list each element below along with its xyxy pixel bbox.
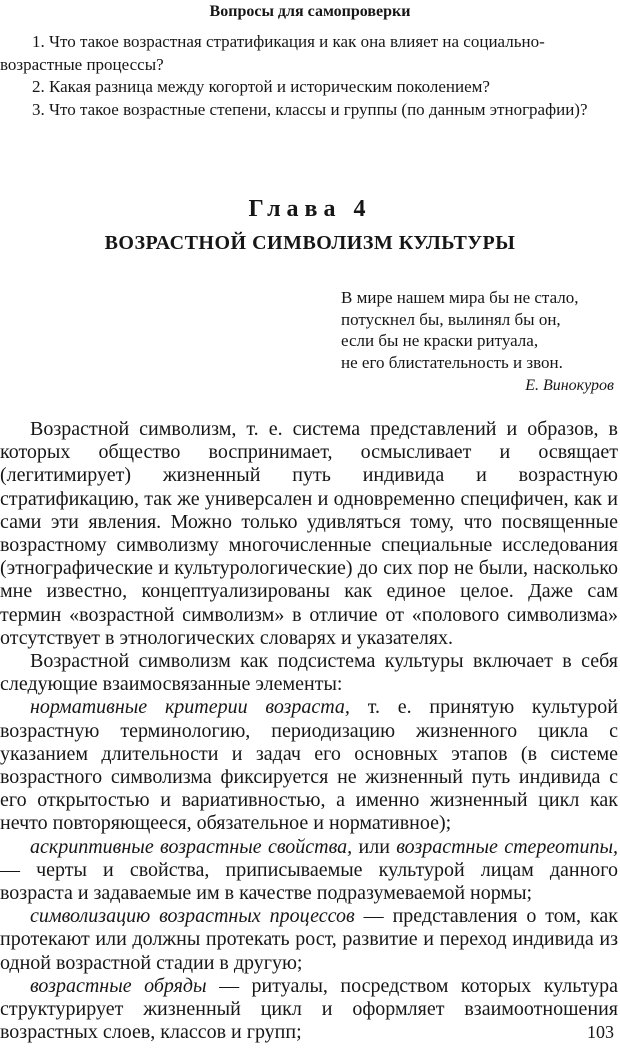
body-list-item <box>0 975 618 1045</box>
review-question: 3. Что такое возрастные степени, классы и группы (по данным этнографии)? <box>32 99 588 119</box>
term-italic: аскриптивные возрастные свойства, <box>30 835 353 858</box>
term-italic: символизацию возрастных процессов <box>30 905 355 928</box>
epigraph-line: В мире нашем мира бы не стало, <box>341 288 579 307</box>
body-list-item <box>0 696 618 835</box>
term-italic: возрастные стереотипы, <box>396 835 619 858</box>
epigraph-author: Е. Винокуров <box>525 377 614 394</box>
epigraph-poem <box>341 287 620 373</box>
epigraph-line: если бы не краски ритуала, <box>341 331 539 350</box>
review-questions-heading: Вопросы для самопроверки <box>209 3 411 20</box>
chapter-body <box>0 418 618 1044</box>
review-question: 2. Какая разница между когортой и историческим поколением? <box>32 77 490 96</box>
review-question: 1. Что такое возрастная стратификация и как она влияет на социально-возрастные процессы? <box>0 32 545 74</box>
term-italic: возрастные обряды <box>30 974 207 997</box>
page-number: 103 <box>587 1022 614 1042</box>
body-paragraph: Возрастной символизм, т. е. система представлений и образов, в которых общество воспринимает, осмысливает и освящает (легитимирует) жизненный путь индивида и возрастную стратификацию, так же универсален и одновременно специфичен, как и сами эти явления. Можно только удивляться тому, что посвященные возрастному символизму многочисленные специальные исследования (этнографические и культурологические) до сих пор не были, насколько мне известно, концептуализированы как единое целое. Даже сам термин «возрастной символизм» в отличие от «полового символизма» отсутствует в этнологических словарях и указателях. <box>0 418 618 649</box>
term-connector: или <box>352 835 397 858</box>
term-definition: — ритуалы, посредством которых культура структурирует жизненный цикл и оформляет взаимоотношения возрастных слоев, классов и групп; <box>0 974 618 1044</box>
epigraph-line: не его блистательность и звон. <box>341 352 563 372</box>
term-definition: — черты и свойства, приписываемые культурой лицам данного возраста и задаваемые им в качестве подразумеваемой нормы; <box>0 858 618 905</box>
body-list-item <box>0 836 618 906</box>
body-paragraph: Возрастной символизм как подсистема культуры включает в себя следующие взаимосвязанные элементы: <box>0 650 618 696</box>
body-list-item <box>0 905 618 975</box>
chapter-title: ВОЗРАСТНОЙ СИМВОЛИЗМ КУЛЬТУРЫ <box>104 232 516 254</box>
term-definition: — представления о том, как протекают или должны протекать рост, развитие и переход индивида из одной возрастной стадии в другую; <box>0 905 618 974</box>
term-definition: т. е. принятую культурой возрастную терминологию, периодизацию жизненного цикла с указанием длительности и задач его основных этапов (в системе возрастного символизма фиксируется не жизненный путь индивида с его открытостью и вариативностью, а именно жизненный цикл как нечто повторяющееся, обязательное и нормативное); <box>0 696 618 835</box>
epigraph-line: потускнел бы, вылинял бы он, <box>341 309 561 329</box>
chapter-number: Глава 4 <box>248 196 372 222</box>
term-italic: нормативные критерии возраста, <box>30 696 350 719</box>
review-questions-list <box>0 31 620 121</box>
